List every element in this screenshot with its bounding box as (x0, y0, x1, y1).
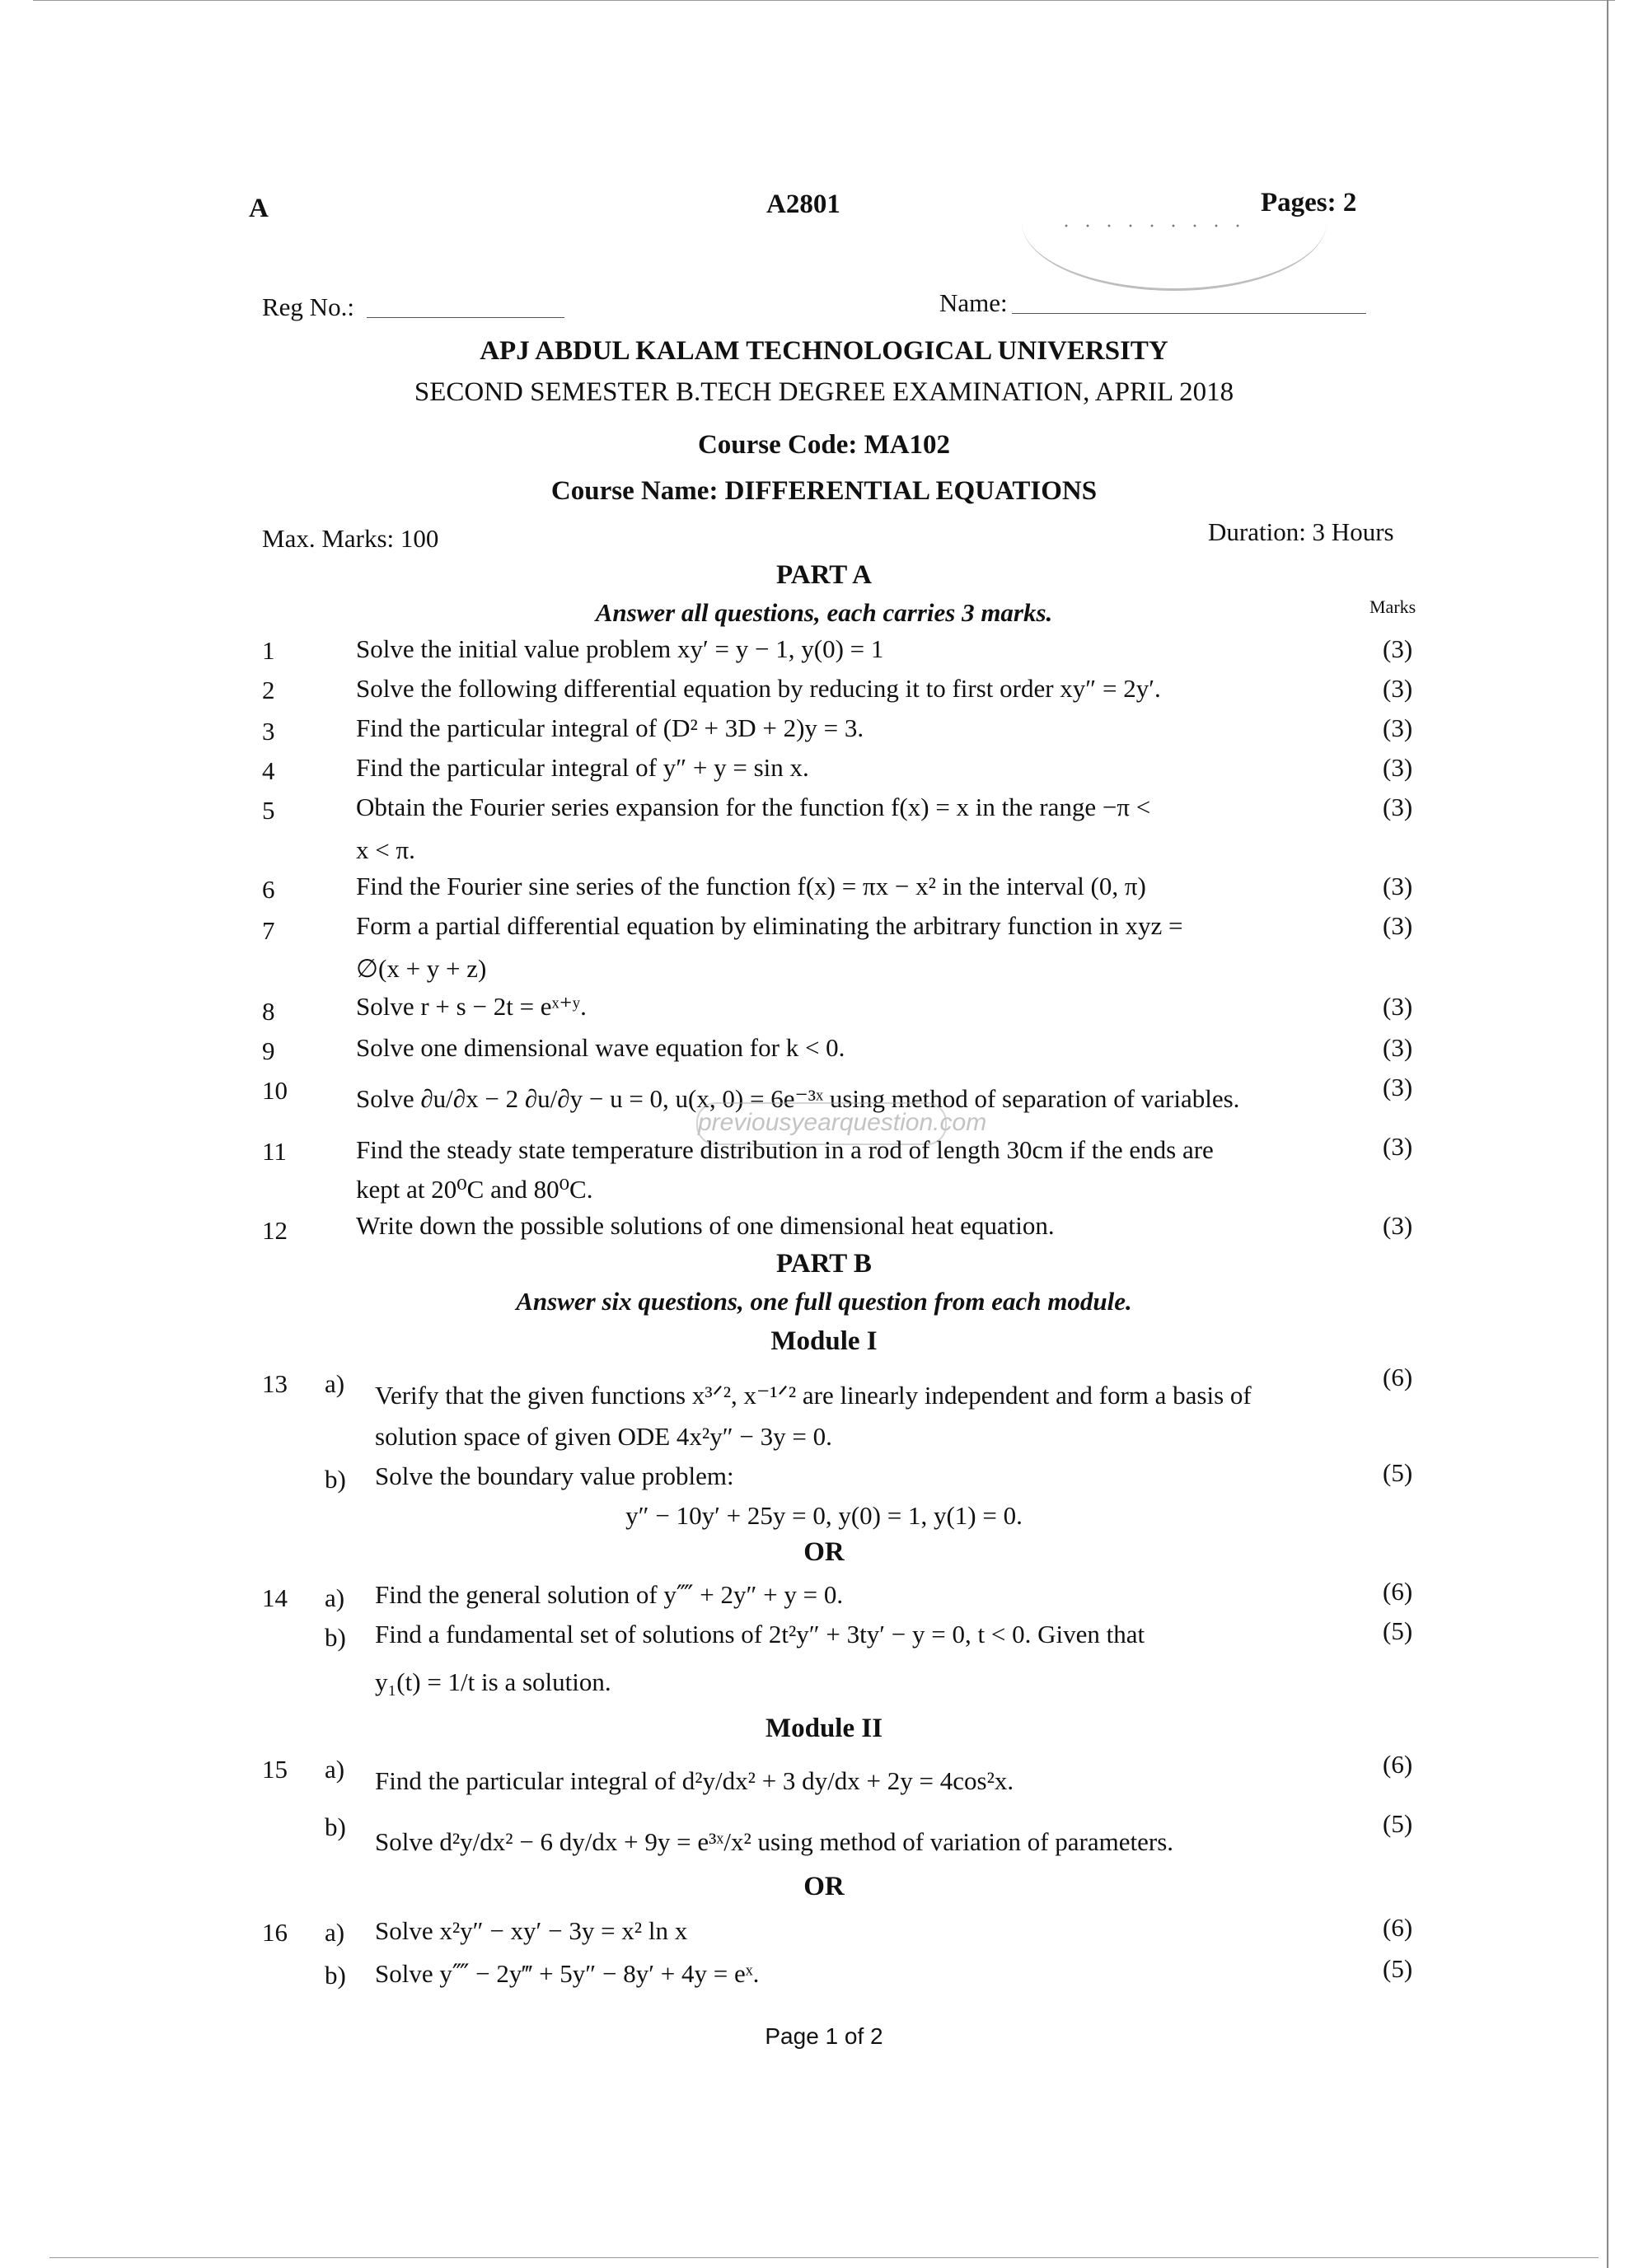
question-number: 5 (262, 796, 275, 825)
question-text-continued: y₁(t) = 1/t is a solution. (375, 1667, 611, 1696)
question-marks: (3) (1383, 992, 1413, 1021)
duration: Duration: 3 Hours (1208, 517, 1394, 546)
marks-header: Marks (1369, 596, 1416, 617)
question-text-continued: kept at 20⁰C and 80⁰C. (356, 1175, 593, 1204)
subpart-label: a) (325, 1369, 345, 1398)
question-number: 3 (262, 717, 275, 746)
module-2-title: Module II (765, 1714, 883, 1743)
question-number: 11 (262, 1137, 287, 1166)
pages-count: Pages: 2 (1261, 188, 1357, 217)
question-marks: (5) (1383, 1809, 1413, 1838)
course-code: Course Code: MA102 (697, 430, 951, 460)
question-number: 15 (262, 1755, 288, 1784)
question-text: Solve ∂u/∂x − 2 ∂u/∂y − u = 0, u(x, 0) = 6e⁻³ˣ using method of separation of variables. (356, 1084, 1240, 1113)
or-separator: OR (803, 1872, 845, 1901)
or-separator: OR (803, 1537, 845, 1567)
question-text: Solve d²y/dx² − 6 dy/dx + 9y = e³ˣ/x² using method of variation of parameters. (375, 1827, 1174, 1856)
reg-no-label: Reg No.: (262, 292, 354, 321)
question-marks: (3) (1383, 674, 1413, 703)
subpart-label: b) (325, 1812, 346, 1841)
question-text: Verify that the given functions x³ᐟ², x⁻¹ᐟ² are linearly independent and form a basis of (375, 1381, 1252, 1410)
module-1-title: Module I (770, 1326, 878, 1356)
question-number: 1 (262, 636, 275, 665)
question-text: Find the general solution of y⁗ + 2y″ + y = 0. (375, 1580, 844, 1609)
max-marks: Max. Marks: 100 (262, 524, 439, 553)
question-marks: (3) (1383, 634, 1413, 663)
exam-title: SECOND SEMESTER B.TECH DEGREE EXAMINATION, APRIL 2018 (414, 377, 1234, 407)
watermark: previousyearquestion.com (696, 1102, 947, 1145)
question-text: Solve y⁗ − 2y‴ + 5y″ − 8y′ + 4y = eˣ. (375, 1959, 760, 1988)
question-marks: (3) (1383, 1211, 1413, 1240)
page-footer: Page 1 of 2 (765, 2023, 883, 2049)
question-number: 6 (262, 875, 275, 904)
question-number: 4 (262, 756, 275, 785)
part-a-instruction: Answer all questions, each carries 3 marks. (595, 598, 1053, 627)
part-b-instruction: Answer six questions, one full question from each module. (516, 1287, 1132, 1316)
stamp-mark (1022, 189, 1327, 291)
reg-no-line (367, 317, 564, 318)
set-label: A (249, 194, 269, 223)
subpart-label: b) (325, 1623, 346, 1652)
question-text: Form a partial differential equation by eliminating the arbitrary function in xyz = (356, 911, 1183, 940)
question-text: Find the particular integral of y″ + y = sin x. (356, 753, 809, 782)
question-marks: (3) (1383, 713, 1413, 742)
question-marks: (5) (1383, 1458, 1413, 1487)
course-name: Course Name: DIFFERENTIAL EQUATIONS (550, 476, 1098, 506)
question-marks: (3) (1383, 793, 1413, 821)
question-marks: (6) (1383, 1363, 1413, 1391)
subpart-label: b) (325, 1961, 346, 1990)
question-text: Solve the initial value problem xy′ = y − 1, y(0) = 1 (356, 634, 884, 663)
question-equation: y″ − 10y′ + 25y = 0, y(0) = 1, y(1) = 0. (625, 1501, 1023, 1530)
university-name: APJ ABDUL KALAM TECHNOLOGICAL UNIVERSITY (480, 336, 1168, 366)
question-number: 7 (262, 916, 275, 945)
question-number: 9 (262, 1036, 275, 1065)
question-text: Solve the boundary value problem: (375, 1461, 734, 1490)
question-marks: (3) (1383, 1073, 1413, 1101)
subpart-label: a) (325, 1755, 345, 1784)
subpart-label: a) (325, 1583, 345, 1612)
name-label: Name: (939, 288, 1008, 317)
subpart-label: b) (325, 1465, 346, 1494)
question-text: Write down the possible solutions of one dimensional heat equation. (356, 1211, 1055, 1240)
question-number: 14 (262, 1583, 288, 1612)
question-text: Find the steady state temperature distribution in a rod of length 30cm if the ends are (356, 1135, 1214, 1164)
name-line (1012, 313, 1366, 314)
part-a-title: PART A (776, 560, 872, 590)
question-text: Find the Fourier sine series of the function f(x) = πx − x² in the interval (0, π) (356, 872, 1146, 900)
top-edge-line (33, 0, 1615, 1)
question-text: Obtain the Fourier series expansion for the function f(x) = x in the range −π < (356, 793, 1151, 821)
question-number: 8 (262, 997, 275, 1026)
question-marks: (5) (1383, 1616, 1413, 1645)
question-text: Find a fundamental set of solutions of 2t²y″ + 3ty′ − y = 0, t < 0. Given that (375, 1620, 1145, 1648)
question-marks: (3) (1383, 1132, 1413, 1161)
question-marks: (3) (1383, 911, 1413, 940)
question-marks: (6) (1383, 1750, 1413, 1779)
question-marks: (6) (1383, 1577, 1413, 1606)
question-marks: (3) (1383, 872, 1413, 900)
question-number: 2 (262, 676, 275, 704)
question-number: 12 (262, 1216, 288, 1245)
question-marks: (3) (1383, 1033, 1413, 1062)
question-marks: (3) (1383, 753, 1413, 782)
question-number: 10 (262, 1076, 288, 1105)
question-marks: (5) (1383, 1954, 1413, 1983)
question-text: Solve the following differential equation by reducing it to first order xy″ = 2y′. (356, 674, 1161, 703)
question-number: 16 (262, 1918, 288, 1947)
bottom-edge-line (49, 2257, 1599, 2258)
question-text: Solve r + s − 2t = eˣ⁺ʸ. (356, 992, 587, 1021)
subpart-label: a) (325, 1918, 345, 1947)
question-number: 13 (262, 1369, 288, 1398)
question-text: Solve x²y″ − xy′ − 3y = x² ln x (375, 1916, 688, 1945)
question-text-continued: ∅(x + y + z) (356, 954, 487, 983)
question-text: Solve one dimensional wave equation for k < 0. (356, 1033, 845, 1062)
paper-code: A2801 (766, 189, 840, 219)
stamp-marks-text: · · · · · · · · · (1063, 216, 1246, 237)
question-text: Find the particular integral of (D² + 3D + 2)y = 3. (356, 713, 864, 742)
question-marks: (6) (1383, 1913, 1413, 1942)
question-text-continued: x < π. (356, 835, 415, 864)
question-text: Find the particular integral of d²y/dx² + 3 dy/dx + 2y = 4cos²x. (375, 1766, 1014, 1795)
part-b-title: PART B (776, 1249, 872, 1279)
question-text-continued: solution space of given ODE 4x²y″ − 3y = 0. (375, 1422, 832, 1451)
